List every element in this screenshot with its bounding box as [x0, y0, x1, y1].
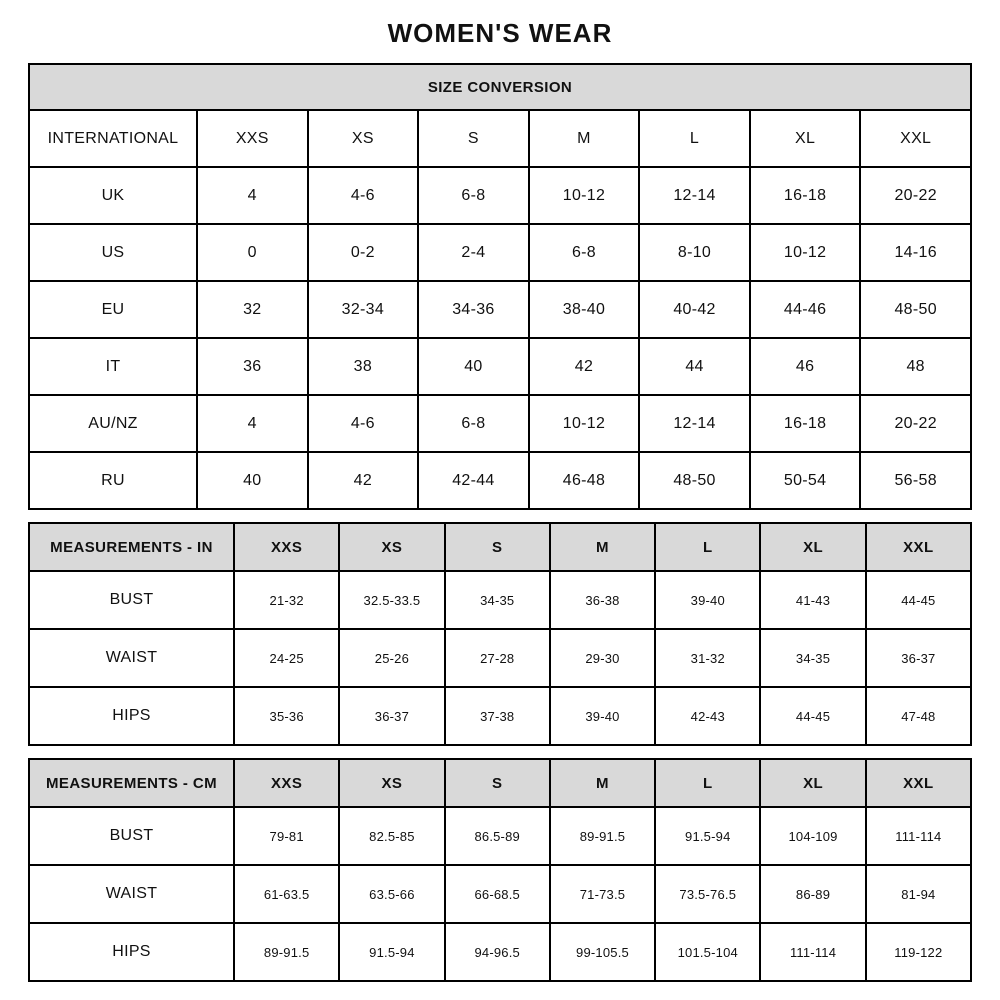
- value-cell: 29-30: [550, 629, 655, 687]
- value-cell: 10-12: [529, 167, 640, 224]
- table-row: [29, 224, 971, 281]
- value-cell: 47-48: [866, 687, 971, 745]
- value-cell: 46-48: [529, 452, 640, 509]
- value-cell: 94-96.5: [445, 923, 550, 981]
- size-header: XXL: [866, 759, 971, 807]
- value-cell: 0-2: [308, 224, 419, 281]
- table-header-row: [29, 759, 971, 807]
- value-cell: 4: [197, 167, 308, 224]
- value-cell: 6-8: [418, 167, 529, 224]
- table-row: [29, 865, 971, 923]
- value-cell: 41-43: [760, 571, 865, 629]
- value-cell: 36-37: [866, 629, 971, 687]
- row-label: BUST: [29, 807, 234, 865]
- value-cell: 48-50: [860, 281, 971, 338]
- table-row: [29, 281, 971, 338]
- value-cell: 16-18: [750, 167, 861, 224]
- value-cell: 111-114: [866, 807, 971, 865]
- value-cell: 14-16: [860, 224, 971, 281]
- table-row: [29, 571, 971, 629]
- value-cell: 48-50: [639, 452, 750, 509]
- table-row: [29, 338, 971, 395]
- value-cell: 12-14: [639, 167, 750, 224]
- value-cell: 39-40: [550, 687, 655, 745]
- size-header: XL: [760, 759, 865, 807]
- value-cell: 44-45: [760, 687, 865, 745]
- measurements-in-table: [28, 522, 972, 746]
- row-label: WAIST: [29, 865, 234, 923]
- size-conversion-table: [28, 63, 972, 510]
- value-cell: S: [418, 110, 529, 167]
- row-label: INTERNATIONAL: [29, 110, 197, 167]
- table-row: [29, 923, 971, 981]
- measurements-cm-table: [28, 758, 972, 982]
- value-cell: 35-36: [234, 687, 339, 745]
- value-cell: 91.5-94: [655, 807, 760, 865]
- value-cell: 73.5-76.5: [655, 865, 760, 923]
- value-cell: 104-109: [760, 807, 865, 865]
- value-cell: 99-105.5: [550, 923, 655, 981]
- table-row: [29, 807, 971, 865]
- row-label: AU/NZ: [29, 395, 197, 452]
- value-cell: M: [529, 110, 640, 167]
- value-cell: 16-18: [750, 395, 861, 452]
- measurements-in-body: [29, 523, 971, 745]
- value-cell: 39-40: [655, 571, 760, 629]
- table-row: [29, 110, 971, 167]
- value-cell: 10-12: [750, 224, 861, 281]
- size-header: M: [550, 759, 655, 807]
- value-cell: 56-58: [860, 452, 971, 509]
- value-cell: 89-91.5: [234, 923, 339, 981]
- value-cell: 40-42: [639, 281, 750, 338]
- value-cell: 44-46: [750, 281, 861, 338]
- size-header: L: [655, 759, 760, 807]
- table-title: MEASUREMENTS - CM: [29, 759, 234, 807]
- value-cell: 0: [197, 224, 308, 281]
- value-cell: 25-26: [339, 629, 444, 687]
- value-cell: 89-91.5: [550, 807, 655, 865]
- size-header: XXS: [234, 759, 339, 807]
- table-row: [29, 687, 971, 745]
- value-cell: 6-8: [418, 395, 529, 452]
- value-cell: 21-32: [234, 571, 339, 629]
- value-cell: 82.5-85: [339, 807, 444, 865]
- row-label: BUST: [29, 571, 234, 629]
- row-label: HIPS: [29, 923, 234, 981]
- value-cell: 101.5-104: [655, 923, 760, 981]
- table-row: [29, 395, 971, 452]
- value-cell: XL: [750, 110, 861, 167]
- value-cell: 4: [197, 395, 308, 452]
- value-cell: 34-35: [760, 629, 865, 687]
- table-title: MEASUREMENTS - IN: [29, 523, 234, 571]
- value-cell: 91.5-94: [339, 923, 444, 981]
- value-cell: 48: [860, 338, 971, 395]
- table-row: [29, 452, 971, 509]
- value-cell: 2-4: [418, 224, 529, 281]
- value-cell: 20-22: [860, 395, 971, 452]
- value-cell: 34-35: [445, 571, 550, 629]
- value-cell: 8-10: [639, 224, 750, 281]
- value-cell: 42-43: [655, 687, 760, 745]
- value-cell: 44-45: [866, 571, 971, 629]
- size-conversion-title-row: [29, 64, 971, 110]
- value-cell: 32: [197, 281, 308, 338]
- value-cell: 46: [750, 338, 861, 395]
- size-header: S: [445, 523, 550, 571]
- row-label: RU: [29, 452, 197, 509]
- value-cell: 38: [308, 338, 419, 395]
- value-cell: 12-14: [639, 395, 750, 452]
- value-cell: 36-37: [339, 687, 444, 745]
- value-cell: 79-81: [234, 807, 339, 865]
- value-cell: 63.5-66: [339, 865, 444, 923]
- table-row: [29, 167, 971, 224]
- row-label: IT: [29, 338, 197, 395]
- value-cell: 42: [529, 338, 640, 395]
- value-cell: 44: [639, 338, 750, 395]
- value-cell: 86-89: [760, 865, 865, 923]
- value-cell: 36: [197, 338, 308, 395]
- value-cell: 4-6: [308, 167, 419, 224]
- value-cell: XXS: [197, 110, 308, 167]
- size-header: M: [550, 523, 655, 571]
- row-label: EU: [29, 281, 197, 338]
- value-cell: 111-114: [760, 923, 865, 981]
- value-cell: 42-44: [418, 452, 529, 509]
- value-cell: 38-40: [529, 281, 640, 338]
- value-cell: 32-34: [308, 281, 419, 338]
- table-row: [29, 629, 971, 687]
- value-cell: 71-73.5: [550, 865, 655, 923]
- value-cell: 81-94: [866, 865, 971, 923]
- value-cell: 50-54: [750, 452, 861, 509]
- value-cell: 20-22: [860, 167, 971, 224]
- value-cell: XXL: [860, 110, 971, 167]
- row-label: HIPS: [29, 687, 234, 745]
- value-cell: 36-38: [550, 571, 655, 629]
- row-label: UK: [29, 167, 197, 224]
- size-header: XS: [339, 523, 444, 571]
- value-cell: 31-32: [655, 629, 760, 687]
- value-cell: 61-63.5: [234, 865, 339, 923]
- size-header: XXL: [866, 523, 971, 571]
- value-cell: 32.5-33.5: [339, 571, 444, 629]
- value-cell: 24-25: [234, 629, 339, 687]
- value-cell: 37-38: [445, 687, 550, 745]
- value-cell: XS: [308, 110, 419, 167]
- value-cell: 119-122: [866, 923, 971, 981]
- value-cell: 86.5-89: [445, 807, 550, 865]
- page-title: WOMEN'S WEAR: [387, 18, 613, 48]
- value-cell: L: [639, 110, 750, 167]
- table-header-row: [29, 523, 971, 571]
- row-label: US: [29, 224, 197, 281]
- value-cell: 40: [197, 452, 308, 509]
- size-header: L: [655, 523, 760, 571]
- size-conversion-title: SIZE CONVERSION: [29, 64, 971, 110]
- size-header: S: [445, 759, 550, 807]
- measurements-cm-body: [29, 759, 971, 981]
- size-conversion-body: [29, 110, 971, 509]
- value-cell: 40: [418, 338, 529, 395]
- value-cell: 6-8: [529, 224, 640, 281]
- size-header: XL: [760, 523, 865, 571]
- value-cell: 4-6: [308, 395, 419, 452]
- value-cell: 27-28: [445, 629, 550, 687]
- size-header: XS: [339, 759, 444, 807]
- value-cell: 10-12: [529, 395, 640, 452]
- size-header: XXS: [234, 523, 339, 571]
- row-label: WAIST: [29, 629, 234, 687]
- value-cell: 34-36: [418, 281, 529, 338]
- value-cell: 66-68.5: [445, 865, 550, 923]
- value-cell: 42: [308, 452, 419, 509]
